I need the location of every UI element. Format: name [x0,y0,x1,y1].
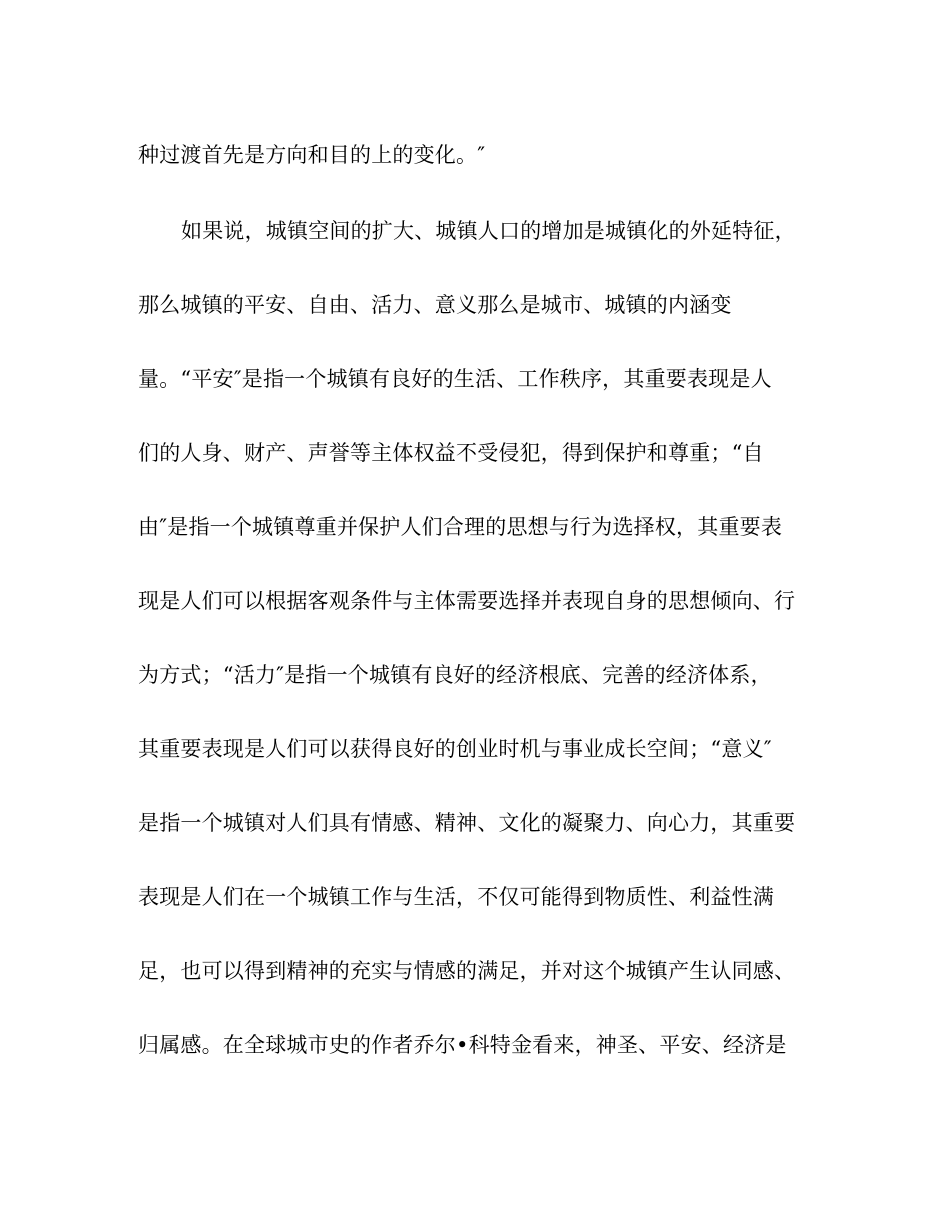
text-line-8: 为方式；“活力″是指一个城镇有良好的经济根底、完善的经济体系， [138,663,772,687]
text-line-1: 种过渡首先是方向和目的上的变化。″ [138,143,486,167]
text-line-6: 由″是指一个城镇尊重并保护人们合理的思想与行为选择权，其重要表 [138,515,783,539]
text-line-11: 表现是人们在一个城镇工作与生活，不仅可能得到物质性、利益性满 [138,885,774,909]
text-line-10: 是指一个城镇对人们具有情感、精神、文化的凝聚力、向心力，其重要 [138,811,796,835]
text-line-5: 们的人身、财产、声誉等主体权益不受侵犯，得到保护和尊重；“自 [138,441,764,465]
text-line-3: 那么城镇的平安、自由、活力、意义那么是城市、城镇的内涵变 [138,293,732,317]
paragraph-start-line: 如果说，城镇空间的扩大、城镇人口的增加是城镇化的外延特征， [181,219,796,243]
text-line-12: 足，也可以得到精神的充实与情感的满足，并对这个城镇产生认同感、 [138,959,796,983]
text-line-4: 量。“平安″是指一个城镇有良好的生活、工作秩序，其重要表现是人 [138,367,772,391]
text-line-13: 归属感。在全球城市史的作者乔尔•科特金看来，神圣、平安、经济是 [138,1033,787,1057]
text-line-7: 现是人们可以根据客观条件与主体需要选择并表现自身的思想倾向、行 [138,589,796,613]
text-line-9: 其重要表现是人们可以获得良好的创业时机与事业成长空间；“意义″ [138,737,772,761]
